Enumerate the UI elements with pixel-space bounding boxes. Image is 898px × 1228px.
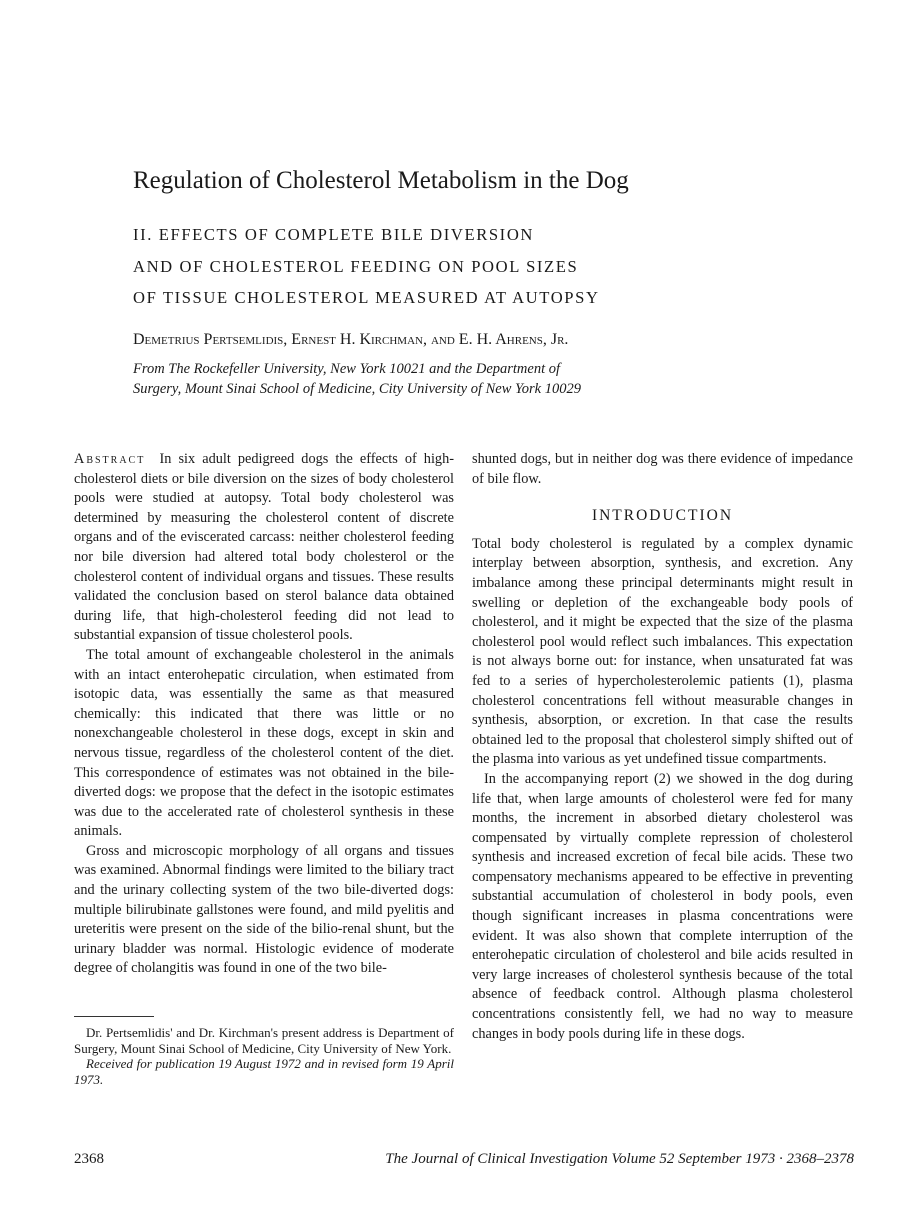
left-column	[74, 450, 454, 979]
section-heading: INTRODUCTION	[591, 507, 734, 525]
abstract-text: In six adult pedigreed dogs the effects of high-cholesterol diets or bile diversion on the sizes of body cholesterol pools were studied at autopsy. Total body cholesterol was determined by measuring the cholesterol content of discrete organs and of the eviscerated carcass: neither cholesterol feeding nor bile diversion had altered total body cholesterol or the cholesterol content of individual organs and tissues. These results validated the conclusion based on sterol balance data obtained during life, that high-cholesterol feeding did not lead to substantial expansion of tissue cholesterol pools.	[74, 451, 454, 644]
article-subtitle	[133, 219, 853, 314]
abstract-continuation: shunted dogs, but in neither dog was there evidence of impedance of bile flow.	[472, 451, 853, 487]
abstract-paragraph	[74, 450, 454, 646]
footnote-divider	[74, 1016, 154, 1017]
affiliation-line: From The Rockefeller University, New York 10021 and the Department of	[133, 361, 561, 377]
abstract-label: Abstract	[74, 451, 146, 467]
abstract-paragraph: The total amount of exchangeable cholesterol in the animals with an intact enterohepatic circulation, when estimated from isotopic data, was essentially the same as that measured chemically: this indicated that there was little or no nonexchangeable cholesterol in these dogs, except in skin and nervous tissue, regardless of the cholesterol content of the diet. This correspondence of estimates was not obtained in the bile-diverted dogs: we propose that the defect in the isotopic estimates was due to the accelerated rate of cholesterol synthesis in these animals.	[74, 646, 454, 840]
subtitle-line: AND OF CHOLESTEROL FEEDING ON POOL SIZES	[133, 256, 579, 276]
affiliation-line: Surgery, Mount Sinai School of Medicine, City University of New York 10029	[133, 381, 581, 397]
footnote-address: Dr. Pertsemlidis' and Dr. Kirchman's present address is Department of Surgery, Mount Sinai School of Medicine, City University of New York.	[74, 1025, 454, 1056]
footnote	[74, 1025, 454, 1087]
page-number: 2368	[74, 1151, 104, 1167]
footnote-received: Received for publication 19 August 1972 and in revised form 19 April 1973.	[74, 1056, 454, 1087]
abstract-paragraph: Gross and microscopic morphology of all organs and tissues was examined. Abnormal findings were limited to the biliary tract and the urinary collecting system of the two bile-diverted dogs: multiple bilirubinate gallstones were found, and mild pyelitis and ureteritis were present on the side of the bilio-renal shunt, but the urinary bladder was normal. Histologic evidence of moderate degree of cholangitis was found in one of the two bile-	[74, 842, 454, 977]
body-paragraph: In the accompanying report (2) we showed in the dog during life that, when large amounts of cholesterol were fed for many months, the increment in absorbed dietary cholesterol was compensated by virtually complete repression of cholesterol synthesis and increased excretion of fecal bile acids. These two compensatory mechanisms appeared to be effective in preventing substantial accumulation of cholesterol in body pools, even though significant increases in plasma concentrations were evident. It was also shown that complete interruption of the enterohepatic circulation of cholesterol and bile acids resulted in very large increases of cholesterol synthesis because of the total absence of feedback control. Although plasma cholesterol concentrations consistently fell, we had no way to measure changes in body pools during life in these dogs.	[472, 770, 853, 1042]
body-paragraph: Total body cholesterol is regulated by a complex dynamic interplay between absorption, synthesis, and excretion. Any imbalance among these principal determinants might result in swelling or depletion of the exchangeable body pools of cholesterol, and it might be expected that the size of the plasma cholesterol pool would reflect such imbalances. This expectation is not always borne out: for instance, when unsaturated fat was fed to a series of hypercholesterolemic patients (1), plasma cholesterol concentrations fell without measurable changes in synthesis, absorption, or excretion. In that case the results obtained led to the proposal that cholesterol simply shifted out of the plasma into various as yet undefined tissue compartments.	[472, 535, 853, 768]
journal-citation: The Journal of Clinical Investigation Volume 52 September 1973 · 2368–2378	[385, 1151, 854, 1167]
author-list: Demetrius Pertsemlidis, Ernest H. Kirchman, and E. H. Ahrens, Jr.	[133, 331, 569, 348]
affiliation	[133, 359, 853, 399]
page-footer	[74, 1149, 854, 1169]
article-title: Regulation of Cholesterol Metabolism in the Dog	[133, 167, 629, 194]
right-column	[472, 450, 853, 1044]
subtitle-line: OF TISSUE CHOLESTEROL MEASURED AT AUTOPSY	[133, 288, 600, 307]
subtitle-line: II. EFFECTS OF COMPLETE BILE DIVERSION	[133, 225, 534, 244]
